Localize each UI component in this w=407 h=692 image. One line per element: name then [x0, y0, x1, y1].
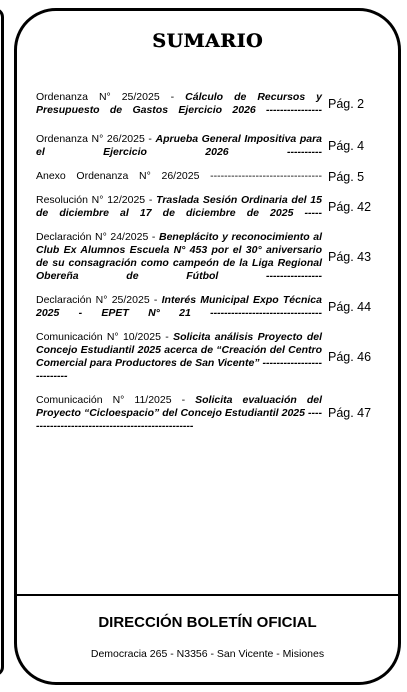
summary-entry[interactable] — [36, 132, 382, 160]
entry-text — [36, 331, 322, 383]
entry-description: Beneplácito y reconocimiento al Club Ex Alumnos Escuela N° 453 por el 30° aniversario de su consagración como campeón de la Liga Regional Obereña de Fútbol ---------------- — [36, 231, 322, 282]
entry-lead: Anexo Ordenanza N° 26/2025 -------------------------------- — [36, 170, 322, 182]
entry-text — [36, 394, 322, 433]
summary-entry[interactable] — [36, 169, 382, 184]
summary-entry[interactable] — [36, 230, 382, 284]
entry-description: Interés Municipal Expo Técnica 2025 - EPET N° 21 -------------------------------- — [36, 294, 322, 319]
entry-text — [36, 170, 322, 183]
entry-lead: Declaración N° 25/2025 - — [36, 294, 162, 306]
summary-entry[interactable] — [36, 393, 382, 433]
entry-text — [36, 294, 322, 320]
summary-list — [36, 86, 382, 433]
entry-text — [36, 194, 322, 220]
entry-description: Aprueba General Impositiva para el Ejercicio 2026 ---------- — [36, 133, 323, 158]
entry-text — [36, 133, 322, 159]
entry-lead: Comunicación N° 10/2025 - — [36, 331, 174, 343]
entry-description: Cálculo de Recursos y Presupuesto de Gastos Ejercicio 2026 ---------------- — [36, 91, 323, 116]
entry-lead: Ordenanza N° 25/2025 - — [36, 91, 186, 103]
summary-entry[interactable] — [36, 330, 382, 384]
entry-page: Pág. 46 — [328, 350, 372, 364]
entry-text — [36, 91, 322, 117]
summary-title: SUMARIO — [152, 30, 263, 52]
entry-description: Traslada Sesión Ordinaria del 15 de diciembre al 17 de diciembre de 2025 ----- — [36, 194, 322, 219]
entry-page: Pág. 2 — [328, 97, 365, 111]
footer-address: Democracia 265 - N3356 - San Vicente - Misiones — [90, 648, 325, 660]
entry-page: Pág. 47 — [328, 406, 372, 420]
summary-entry[interactable] — [36, 293, 382, 321]
summary-panel — [14, 8, 401, 685]
entry-page: Pág. 4 — [328, 139, 365, 153]
entry-lead: Declaración N° 24/2025 - — [36, 231, 159, 243]
entry-page: Pág. 5 — [328, 169, 365, 184]
entry-description: Solicita evaluación del Proyecto “Cicloespacio” del Concejo Estudiantil 2025 ------------------------------------------------- — [36, 393, 323, 432]
summary-entry[interactable] — [36, 86, 382, 122]
entry-lead: Comunicación N° 11/2025 - — [36, 393, 196, 406]
footer-divider — [17, 594, 398, 596]
entry-lead: Ordenanza N° 26/2025 - — [36, 133, 156, 145]
footer-title: DIRECCIÓN BOLETÍN OFICIAL — [98, 614, 317, 631]
entry-text — [36, 231, 322, 283]
entry-page: Pág. 42 — [328, 200, 372, 214]
summary-entry[interactable] — [36, 193, 382, 221]
entry-description: Solicita análisis Proyecto del Concejo Estudiantil 2025 acerca de “Creación del Centro Comercial para Productores de San Vicente” -------------------------- — [36, 331, 322, 382]
left-page-frame — [0, 8, 4, 676]
entry-page: Pág. 43 — [328, 250, 372, 264]
entry-page: Pág. 44 — [328, 300, 372, 314]
entry-lead: Resolución N° 12/2025 - — [36, 194, 157, 206]
